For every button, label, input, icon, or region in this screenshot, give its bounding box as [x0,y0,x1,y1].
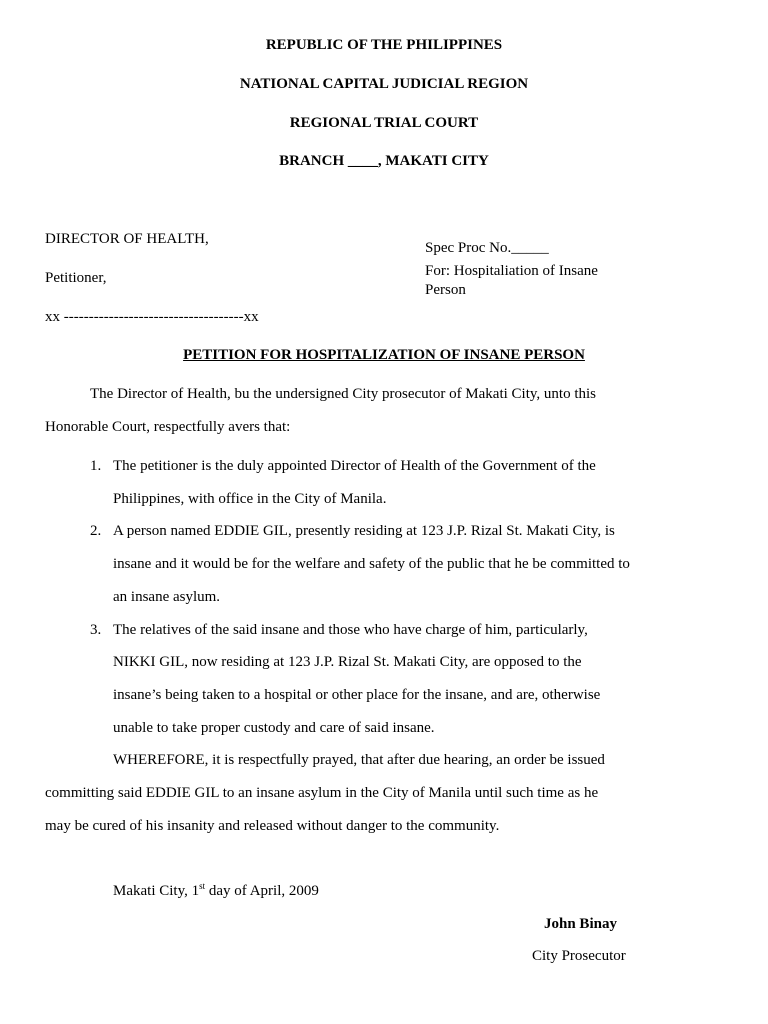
dateline [113,883,319,900]
intro-line-2: Honorable Court, respectfully avers that: [45,419,291,435]
header-republic: REPUBLIC OF THE PHILIPPINES [265,37,503,53]
signatory-title: City Prosecutor [532,948,626,964]
header-court: REGIONAL TRIAL COURT [289,115,479,131]
item-number: 2. [90,523,102,539]
item-3-line-1: The relatives of the said insane and those who have charge of him, particularly, [113,622,588,638]
item-2-line-2: insane and it would be for the welfare and safety of the public that he be committed to [113,556,630,572]
signatory-name: John Binay [544,916,617,932]
header-branch: BRANCH ____, MAKATI CITY [279,153,489,169]
item-3-line-3: insane’s being taken to a hospital or other place for the insane, and are, otherwise [113,687,601,703]
caption-separator: xx ------------------------------------xx [45,309,259,325]
case-subject-line2: Person [425,282,466,298]
prayer-line-3: may be cured of his insanity and released without danger to the community. [45,818,500,834]
header-region: NATIONAL CAPITAL JUDICIAL REGION [239,76,529,92]
prayer-line-2: committing said EDDIE GIL to an insane asylum in the City of Manila until such time as he [45,785,599,801]
item-number: 1. [90,458,102,474]
petitioner-name: DIRECTOR OF HEALTH, [45,231,209,247]
item-3-line-4: unable to take proper custody and care of said insane. [113,720,435,736]
petitioner-label: Petitioner, [45,270,107,286]
case-number: Spec Proc No._____ [425,240,549,256]
dateline-prefix: Makati City, 1 [113,883,200,899]
item-1-line-2: Philippines, with office in the City of Manila. [113,491,387,507]
intro-line-1: The Director of Health, bu the undersigned City prosecutor of Makati City, unto this [90,386,597,402]
dateline-suffix: day of April, 2009 [205,883,319,899]
item-number: 3. [90,622,102,638]
item-2-line-3: an insane asylum. [113,589,221,605]
prayer-line-1: WHEREFORE, it is respectfully prayed, that after due hearing, an order be issued [113,752,605,768]
item-3-line-2: NIKKI GIL, now residing at 123 J.P. Rizal St. Makati City, are opposed to the [113,654,582,670]
item-1-line-1: The petitioner is the duly appointed Director of Health of the Government of the [113,458,596,474]
dateline-ordinal: st [199,881,206,891]
case-subject-line1: For: Hospitaliation of Insane [425,263,598,279]
petition-title: PETITION FOR HOSPITALIZATION OF INSANE PERSON [183,347,585,363]
item-2-line-1: A person named EDDIE GIL, presently residing at 123 J.P. Rizal St. Makati City, is [113,523,615,539]
